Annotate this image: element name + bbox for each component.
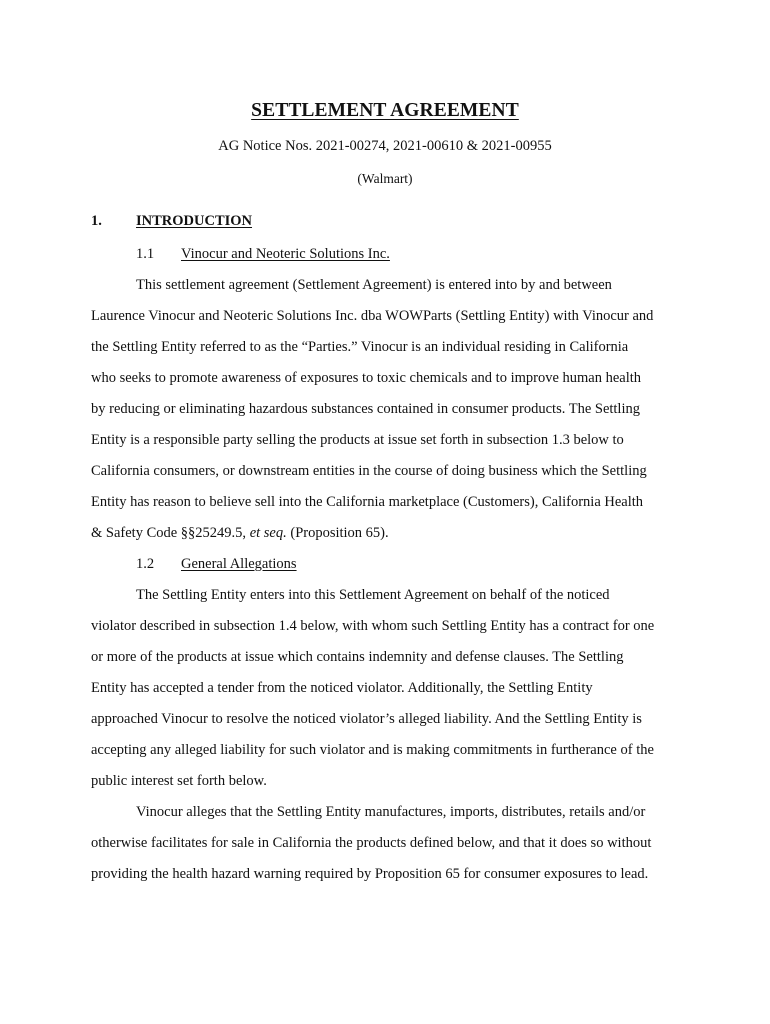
subsection-1-2-heading: General Allegations: [181, 556, 297, 572]
paragraph-line: the Settling Entity referred to as the “Parties.” Vinocur is an individual residing in California: [91, 339, 629, 355]
notice-numbers: AG Notice Nos. 2021-00274, 2021-00610 & 2021-00955: [218, 138, 552, 154]
document-title: SETTLEMENT AGREEMENT: [251, 100, 519, 121]
paragraph-line: The Settling Entity enters into this Settlement Agreement on behalf of the noticed: [136, 587, 610, 603]
paragraph-line: otherwise facilitates for sale in California the products defined below, and that it does so without: [91, 835, 652, 851]
paragraph-line: This settlement agreement (Settlement Agreement) is entered into by and between: [136, 277, 612, 293]
paragraph-line: [91, 525, 389, 542]
paragraph-line: approached Vinocur to resolve the noticed violator’s alleged liability. And the Settling Entity is: [91, 711, 642, 727]
subsection-1-1-heading: Vinocur and Neoteric Solutions Inc.: [181, 246, 390, 262]
line-text: (Proposition 65).: [286, 525, 389, 541]
section-heading: INTRODUCTION: [136, 213, 253, 229]
party-name: (Walmart): [357, 171, 413, 186]
paragraph-line: violator described in subsection 1.4 below, with whom such Settling Entity has a contract for one: [91, 618, 655, 634]
paragraph-line: Entity is a responsible party selling the products at issue set forth in subsection 1.3 below to: [91, 432, 624, 448]
paragraph-line: or more of the products at issue which contains indemnity and defense clauses. The Settling: [91, 649, 624, 665]
paragraph-line: who seeks to promote awareness of exposures to toxic chemicals and to improve human health: [91, 370, 642, 386]
paragraph-line: accepting any alleged liability for such violator and is making commitments in furtherance of the: [91, 742, 654, 758]
paragraph-line: Vinocur alleges that the Settling Entity manufactures, imports, distributes, retails and/or: [136, 804, 646, 820]
paragraph-line: providing the health hazard warning required by Proposition 65 for consumer exposures to lead.: [91, 866, 649, 882]
paragraph-line: public interest set forth below.: [91, 773, 267, 789]
line-text: & Safety Code §§25249.5,: [91, 525, 250, 541]
subsection-1-2-number: 1.2: [136, 556, 155, 572]
section-number: 1.: [91, 213, 102, 229]
paragraph-line: Entity has reason to believe sell into the California marketplace (Customers), California Health: [91, 494, 644, 510]
paragraph-line: Laurence Vinocur and Neoteric Solutions Inc. dba WOWParts (Settling Entity) with Vinocur and: [91, 308, 654, 324]
subsection-1-1-number: 1.1: [136, 246, 155, 262]
paragraph-line: California consumers, or downstream entities in the course of doing business which the Settling: [91, 463, 647, 479]
paragraph-line: by reducing or eliminating hazardous substances contained in consumer products. The Settling: [91, 401, 640, 417]
paragraph-line: Entity has accepted a tender from the noticed violator. Additionally, the Settling Entity: [91, 680, 593, 696]
italic-text: et seq.: [249, 525, 287, 541]
